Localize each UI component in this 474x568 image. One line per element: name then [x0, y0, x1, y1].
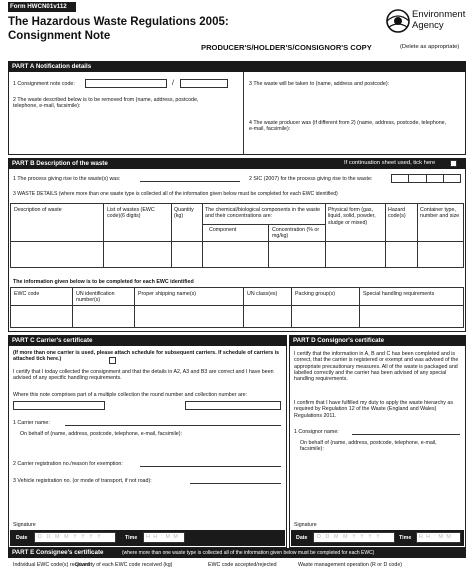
- vehicle-registration-label: 3 Vehicle registration no. (or mode of transport, if not road):: [13, 478, 152, 484]
- part-a-removed-from-label: 2 The waste described below is to be removed from (name, address, postcode, telephone, e-mail, facsimile):: [13, 97, 199, 110]
- part-a-divider: [243, 72, 244, 155]
- waste-details-row[interactable]: [11, 242, 463, 267]
- consignor-time-label: Time: [399, 535, 412, 541]
- carrier-time-label: Time: [125, 535, 138, 541]
- multiple-collection-label: Where this note comprises part of a multiple collection the round number and collection number are:: [13, 392, 248, 398]
- consignor-date-placeholder: D D M M Y Y Y Y: [317, 534, 382, 540]
- info-line: The information given below is to be completed for each EWC identified: [13, 279, 194, 285]
- consignor-signature-label: Signature: [294, 522, 317, 528]
- col-list-of-wastes: List of wastes (EWC code)(6 digits): [107, 207, 155, 220]
- consignor-signature-field[interactable]: [326, 512, 460, 528]
- col-shipping-name: Proper shipping name(s): [138, 291, 196, 297]
- carrier-certify-text: I certify that I today collected the consignment and that the details in A2, A3 and B3 are correct and I have been advised of any specific handling requirements.: [13, 369, 274, 382]
- vehicle-registration-input[interactable]: [190, 476, 281, 484]
- part-a-consignment-code-label: 1 Consignment note code:: [13, 81, 75, 87]
- carrier-registration-label: 2 Carrier registration no./reason for exemption:: [13, 461, 123, 467]
- form-title-line1: The Hazardous Waste Regulations 2005:: [8, 16, 229, 28]
- col-special-handling: Special handling requirements: [363, 291, 435, 297]
- consignor-on-behalf-field[interactable]: [300, 454, 460, 502]
- process-input[interactable]: [140, 174, 240, 182]
- part-d-header: PART D Consignor's certificate: [289, 335, 466, 346]
- continuation-sheet-checkbox[interactable]: [450, 160, 457, 167]
- round-number-input[interactable]: [13, 401, 105, 410]
- part-c-header: PART C Carrier's certificate: [8, 335, 287, 346]
- col-quantity: Quantity (kg): [174, 207, 194, 220]
- form-code: Form HWCN01v112: [10, 3, 67, 10]
- chem-header-rule: [202, 224, 325, 225]
- col-chemical: The chemical/biological components in the waste and their concentrations are:: [205, 207, 321, 220]
- col-concentration: Concentration (% or mg/kg): [272, 227, 320, 240]
- consignment-code-input-2[interactable]: [180, 79, 228, 88]
- consignor-time-placeholder: H H : M M: [419, 534, 452, 540]
- carrier-time-placeholder: H H : M M: [146, 534, 179, 540]
- form-title-line2: Consignment Note: [8, 30, 111, 42]
- sic-input-divider-1: [408, 175, 409, 183]
- carrier-on-behalf-field[interactable]: [20, 438, 282, 454]
- part-b-header: PART B Description of the waste: [8, 158, 466, 169]
- part-e-header-note: (where more than one waste type is collected all of the information given below must be completed for each EWC): [122, 550, 375, 556]
- col-description: Description of waste: [14, 207, 62, 213]
- carrier-name-label: 1 Carrier name:: [13, 420, 50, 426]
- col-physical-form: Physical form (gas, liquid, solid, powder, sludge or mixed): [328, 207, 376, 226]
- agency-name-line1: Environment: [412, 9, 466, 20]
- continuation-sheet-label: If continuation sheet used, tick here: [344, 160, 436, 166]
- part-e-header: PART E Consignee's certificate: [12, 549, 104, 556]
- carrier-on-behalf-label: On behalf of (name, address, postcode, telephone, e-mail, facsimile):: [20, 431, 182, 437]
- col-un-class: UN class(es): [247, 291, 278, 297]
- part-b-waste-details-label: 3 WASTE DETAILS (where more than one waste type is collected all of the information given below must be completed for each EWC identified): [13, 191, 338, 197]
- col-un-id: UN identification number(s): [76, 291, 115, 304]
- sic-input-divider-2: [426, 175, 427, 183]
- col-packing-group: Packing group(s): [295, 291, 336, 297]
- col-container: Container type, number and size: [420, 207, 460, 220]
- part-b-sic-label: 2 SIC (2007) for the process giving rise to the waste:: [249, 176, 373, 182]
- col-ewc-code: EWC code: [14, 291, 40, 297]
- consignor-certify-text: I certify that the information in A, B and C has been completed and is correct, that the carrier is registered or exempt and was advised of the appropriate precautionary measures. All of the waste is packaged and labelled correctly and the carrier has been advised of any special handling requirements.: [294, 351, 459, 383]
- un-details-row[interactable]: [11, 306, 463, 327]
- agency-name-line2: Agency: [412, 20, 444, 31]
- consignor-on-behalf-label: On behalf of (name, address, postcode, telephone, e-mail, facsimile):: [300, 440, 437, 453]
- removed-from-field[interactable]: [13, 112, 239, 152]
- part-a-header: PART A Notification details: [8, 61, 466, 72]
- part-b-process-label: 1 The process giving rise to the waste(s) was:: [13, 176, 121, 182]
- carrier-schedule-note: (If more than one carrier is used, please attach schedule for subsequent carriers. If schedule of carriers is attached tick here.): [13, 350, 280, 363]
- part-a-taken-to-label: 3 The waste will be taken to (name, address and postcode):: [249, 81, 390, 87]
- carrier-signature-label: Signature: [13, 522, 36, 528]
- carrier-date-placeholder: D D M M Y Y Y Y: [38, 534, 103, 540]
- copy-note: (Delete as appropriate): [400, 44, 460, 50]
- carrier-schedule-checkbox[interactable]: [109, 357, 116, 364]
- consignment-code-input-1[interactable]: [85, 79, 167, 88]
- consignment-code-slash: /: [172, 80, 174, 87]
- collection-number-input[interactable]: [185, 401, 281, 410]
- carrier-registration-input[interactable]: [140, 459, 281, 467]
- col-hazard: Hazard code(s): [388, 207, 406, 220]
- part-a-producer-label: 4 The waste producer was (if different from 2) (name, address, postcode, telephone, e-mail, facsimile):: [249, 120, 447, 133]
- producer-field[interactable]: [249, 136, 463, 152]
- consignor-name-input[interactable]: [352, 427, 460, 435]
- agency-logo: [384, 7, 412, 37]
- agency-logo-icon: [384, 7, 412, 37]
- copy-label: PRODUCER'S/HOLDER'S/CONSIGNOR'S COPY: [201, 43, 372, 52]
- consignor-name-label: 1 Consignor name:: [294, 429, 339, 435]
- consignor-confirm-text: I confirm that I have fulfilled my duty to apply the waste hierarchy as required by Regulation 12 of the Waste (England and Wales) Regulations 2011.: [294, 400, 453, 419]
- consignor-date-label: Date: [296, 535, 308, 541]
- carrier-date-label: Date: [16, 535, 28, 541]
- col-e-accepted: EWC code accepted/rejected: [208, 562, 277, 568]
- taken-to-field[interactable]: [249, 89, 463, 116]
- sic-input-divider-3: [443, 175, 444, 183]
- col-component: Component: [209, 227, 237, 233]
- carrier-name-input[interactable]: [65, 418, 281, 426]
- col-e-mgmt: Waste management operation (R or D code): [298, 562, 403, 568]
- col-e-ewc: Individual EWC code(s) received: [13, 562, 90, 568]
- col-e-qty: Quantity of each EWC code received (kg): [75, 562, 173, 568]
- carrier-signature-field[interactable]: [45, 512, 281, 528]
